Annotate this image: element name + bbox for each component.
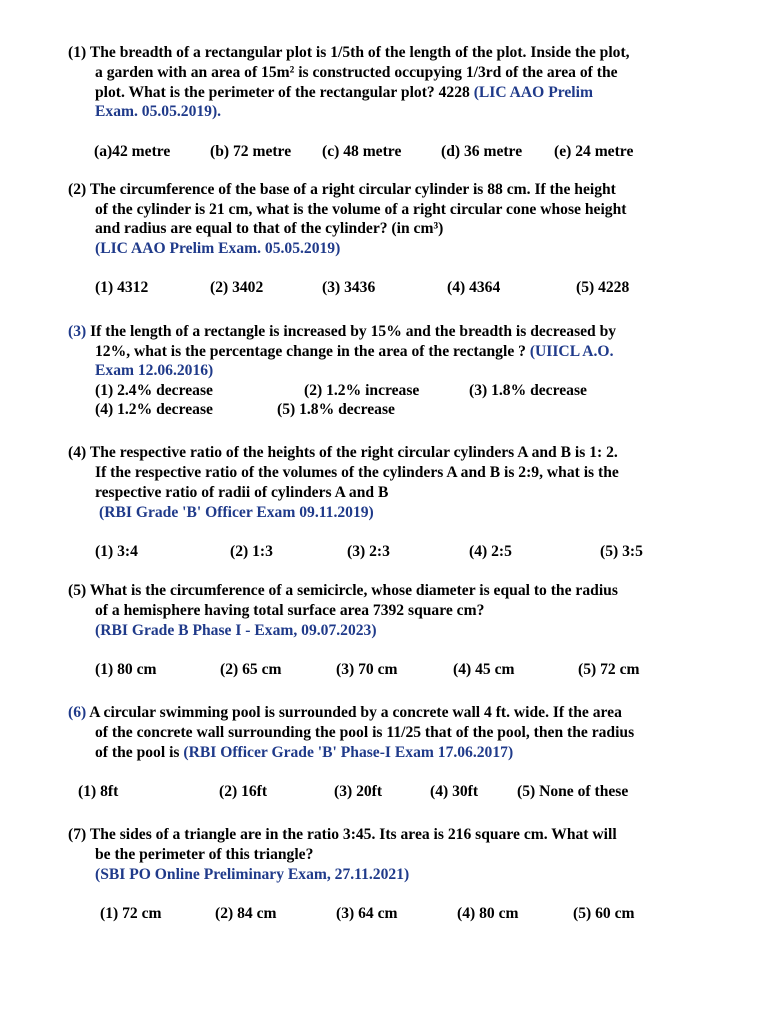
exam-source: (LIC AAO Prelim Exam. 05.05.2019) [95, 240, 341, 257]
question-number: (2) [68, 181, 87, 198]
answer-option: (2) 1:3 [230, 543, 273, 560]
question-text: respective ratio of radii of cylinders A and B [95, 484, 389, 501]
answer-option: (4) 45 cm [453, 661, 515, 678]
question-text: of the concrete wall surrounding the pool is 11/25 that of the pool, then the radius [95, 724, 635, 741]
question-text: The circumference of the base of a right circular cylinder is 88 cm. If the height [89, 181, 616, 198]
answer-option: (1) 72 cm [100, 905, 162, 922]
answer-option: (1) 8ft [78, 783, 119, 800]
question-number: (5) [68, 582, 87, 599]
answer-option: (e) 24 metre [554, 143, 634, 160]
question-text: A circular swimming pool is surrounded by a concrete wall 4 ft. wide. If the area [89, 704, 622, 721]
answer-option: (1) 80 cm [95, 661, 157, 678]
answer-option: (3) 64 cm [336, 905, 398, 922]
answer-option: (4) 2:5 [469, 543, 512, 560]
answer-option: (2) 16ft [219, 783, 268, 800]
answer-option: (4) 30ft [430, 783, 479, 800]
question-number: (4) [68, 444, 87, 461]
answer-option: (4) 80 cm [457, 905, 519, 922]
question-text: a garden with an area of 15m² is constructed occupying 1/3rd of the area of the [95, 64, 618, 81]
question-text: What is the circumference of a semicircle, whose diameter is equal to the radius [89, 582, 618, 599]
answer-option: (b) 72 metre [210, 143, 292, 160]
question-text: of a hemisphere having total surface area 7392 square cm? [95, 602, 485, 619]
answer-option: (5) 4228 [576, 279, 630, 296]
question-text: be the perimeter of this triangle? [95, 846, 314, 863]
exam-source: Exam. 05.05.2019). [95, 103, 222, 120]
answer-option: (4) 1.2% decrease [95, 401, 213, 418]
question-number: (7) [68, 826, 87, 843]
answer-option: (d) 36 metre [441, 143, 523, 160]
answer-option: (2) 65 cm [220, 661, 282, 678]
question-text: The sides of a triangle are in the ratio 3:45. Its area is 216 square cm. What will [89, 826, 617, 843]
exam-source: (RBI Grade B Phase I - Exam, 09.07.2023) [95, 622, 377, 639]
answer-option: (3) 70 cm [336, 661, 398, 678]
answer-option: (5) 60 cm [573, 905, 635, 922]
exam-source: Exam 12.06.2016) [95, 362, 214, 379]
question-text: If the respective ratio of the volumes of the cylinders A and B is 2:9, what is the [95, 464, 619, 481]
question-number: (6) [68, 704, 87, 721]
answer-option: (5) 1.8% decrease [277, 401, 395, 418]
question-number: (3) [68, 323, 87, 340]
question-text: 12%, what is the percentage change in the area of the rectangle ? [95, 343, 526, 360]
answer-option: (a)42 metre [94, 143, 171, 160]
answer-option: (5) 72 cm [578, 661, 640, 678]
exam-source: (RBI Officer Grade 'B' Phase-I Exam 17.06.2017) [183, 744, 514, 761]
question-text: If the length of a rectangle is increased by 15% and the breadth is decreased by [90, 323, 617, 340]
answer-option: (3) 20ft [334, 783, 383, 800]
answer-option: (5) 3:5 [600, 543, 643, 560]
answer-option: (3) 1.8% decrease [469, 382, 587, 399]
question-text: and radius are equal to that of the cylinder? (in cm³) [95, 220, 444, 237]
answer-option: (1) 2.4% decrease [95, 382, 213, 399]
question-text: of the pool is [95, 744, 180, 761]
answer-option: (2) 84 cm [215, 905, 277, 922]
question-text: of the cylinder is 21 cm, what is the volume of a right circular cone whose height [95, 201, 627, 218]
exam-source: (SBI PO Online Preliminary Exam, 27.11.2021) [95, 866, 410, 883]
question-text: The breadth of a rectangular plot is 1/5th of the length of the plot. Inside the plot, [89, 44, 630, 61]
answer-option: (4) 4364 [447, 279, 501, 296]
answer-option: (5) None of these [517, 783, 629, 800]
question-text: The respective ratio of the heights of the right circular cylinders A and B is 1: 2. [89, 444, 618, 461]
answer-option: (3) 3436 [322, 279, 376, 296]
question-text: plot. What is the perimeter of the rectangular plot? 4228 [95, 84, 470, 101]
exam-source: (RBI Grade 'B' Officer Exam 09.11.2019) [99, 504, 374, 521]
answer-option: (2) 1.2% increase [304, 382, 420, 399]
answer-option: (3) 2:3 [347, 543, 390, 560]
answer-option: (1) 4312 [95, 279, 149, 296]
question-number: (1) [68, 44, 87, 61]
answer-option: (c) 48 metre [322, 143, 402, 160]
exam-source: (LIC AAO Prelim [473, 84, 593, 101]
answer-option: (2) 3402 [210, 279, 264, 296]
exam-source: (UIICL A.O. [529, 343, 614, 360]
answer-option: (1) 3:4 [95, 543, 138, 560]
